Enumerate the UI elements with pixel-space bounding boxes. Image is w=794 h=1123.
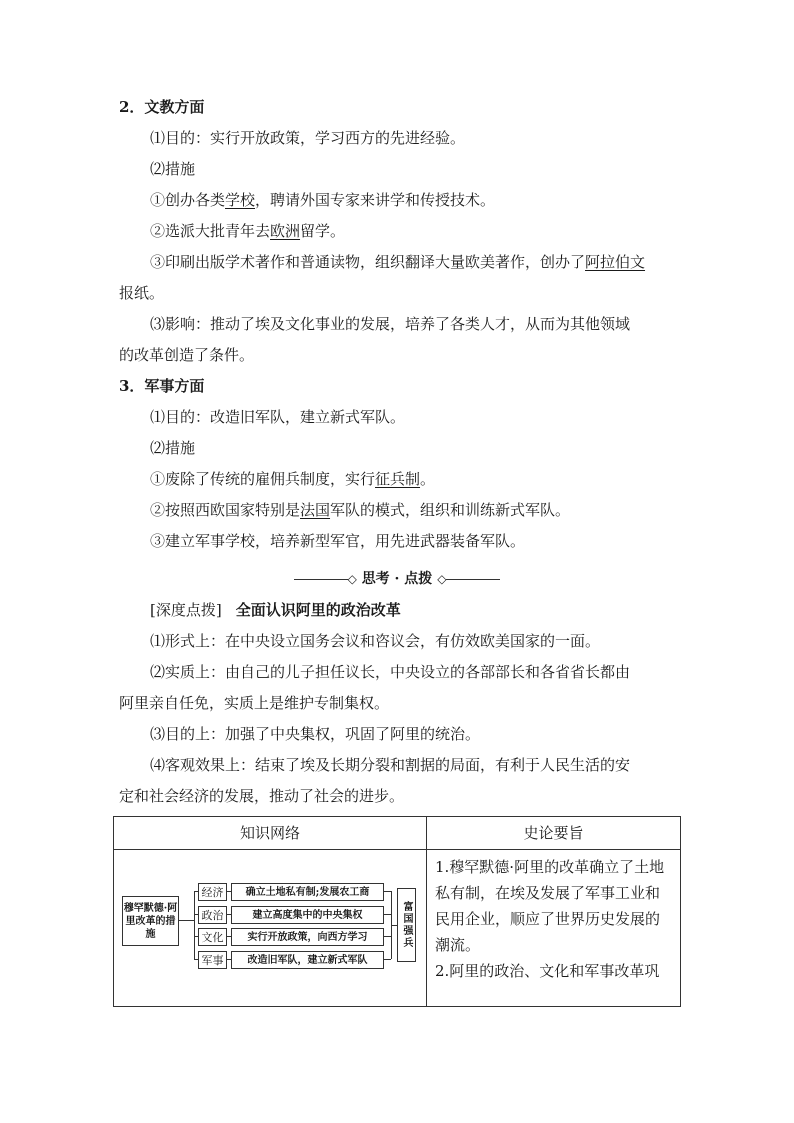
section-heading-military: 3．军事方面 xyxy=(119,377,205,395)
culture-purpose: ⑴目的：实行开放政策，学习西方的先进经验。 xyxy=(150,129,466,147)
deep-heading xyxy=(150,600,710,620)
measure-military: 改造旧军队，建立新式军队 xyxy=(231,951,384,969)
culture-measures-label: ⑵措施 xyxy=(150,160,196,178)
knowledge-network-cell xyxy=(114,850,427,1007)
military-measure-3: ③建立军事学校，培养新型军官，用先进武器装备军队。 xyxy=(150,532,526,550)
deep-title: 全面认识阿里的政治改革 xyxy=(235,601,401,619)
deep-point-4-line-2: 定和社会经济的发展，推动了社会的进步。 xyxy=(119,787,405,805)
underlined-term: 阿拉伯文 xyxy=(585,253,646,271)
culture-measure-2: ②选派大批青年去欧洲留学。 xyxy=(150,222,346,240)
military-measures-label: ⑵措施 xyxy=(150,439,196,457)
measure-politics: 建立高度集中的中央集权 xyxy=(231,906,384,924)
summary-line: 民用企业，顺应了世界历史发展的 xyxy=(435,910,661,928)
think-title: 思考 · 点拨 xyxy=(361,571,433,587)
underlined-term: 欧洲 xyxy=(270,222,301,240)
diamond-icon: ◇ xyxy=(347,572,357,586)
category-military: 军事 xyxy=(198,951,227,969)
summary-line: 2.阿里的政治、文化和军事改革巩 xyxy=(435,962,660,980)
section-heading-culture: 2．文教方面 xyxy=(119,98,205,116)
table-header-network: 知识网络 xyxy=(114,817,427,850)
measure-economy: 确立土地私有制;发展农工商 xyxy=(231,883,384,901)
underlined-term: 学校 xyxy=(225,191,256,209)
deep-point-2-line-1: ⑵实质上：由自己的儿子担任议长，中央设立的各部部长和各省省长都由 xyxy=(150,663,631,681)
deep-point-3: ⑶目的上：加强了中央集权，巩固了阿里的统治。 xyxy=(150,725,481,743)
summary-line: 潮流。 xyxy=(435,936,481,954)
military-measure-2: ②按照西欧国家特别是法国军队的模式，组织和训练新式军队。 xyxy=(150,501,571,519)
deep-point-4-line-1: ⑷客观效果上：结束了埃及长期分裂和割据的局面，有利于人民生活的安 xyxy=(150,756,631,774)
culture-impact-line-1: ⑶影响：推动了埃及文化事业的发展，培养了各类人才，从而为其他领域 xyxy=(150,315,631,333)
measure-culture: 实行开放政策，向西方学习 xyxy=(231,928,384,946)
culture-measure-1: ①创办各类学校，聘请外国专家来讲学和传授技术。 xyxy=(150,191,496,209)
knowledge-network-diagram xyxy=(114,850,426,1006)
culture-impact-line-2: 的改革创造了条件。 xyxy=(119,346,255,364)
table-header-summary: 史论要旨 xyxy=(427,817,681,850)
military-purpose: ⑴目的：改造旧军队，建立新式军队。 xyxy=(150,408,406,426)
summary-line: 私有制，在埃及发展了军事工业和 xyxy=(435,884,661,902)
category-culture: 文化 xyxy=(198,928,227,946)
reform-measures-box: 穆罕默德·阿里改革的措施 xyxy=(122,896,179,946)
knowledge-table xyxy=(113,816,681,1007)
think-divider xyxy=(0,568,794,588)
deep-point-1: ⑴形式上：在中央设立国务会议和咨议会，有仿效欧美国家的一面。 xyxy=(150,632,601,650)
category-economy: 经济 xyxy=(198,883,227,901)
culture-measure-3: ③印刷出版学术著作和普通读物，组织翻译大量欧美著作，创办了阿拉伯文 xyxy=(150,253,646,271)
deep-point-2-line-2: 阿里亲自任免，实质上是维护专制集权。 xyxy=(119,694,390,712)
underlined-term: 征兵制 xyxy=(375,470,421,488)
summary-line: 1.穆罕默德·阿里的改革确立了土地 xyxy=(435,858,665,876)
diamond-icon: ◇ xyxy=(437,572,447,586)
deep-tag: [深度点拨] xyxy=(150,601,222,619)
military-measure-1: ①废除了传统的雇佣兵制度，实行征兵制。 xyxy=(150,470,436,488)
underlined-term: 法国 xyxy=(300,501,331,519)
result-box: 富国强兵 xyxy=(397,888,416,962)
category-politics: 政治 xyxy=(198,906,227,924)
culture-measure-3-cont: 报纸。 xyxy=(119,284,165,302)
summary-cell xyxy=(427,850,681,1007)
